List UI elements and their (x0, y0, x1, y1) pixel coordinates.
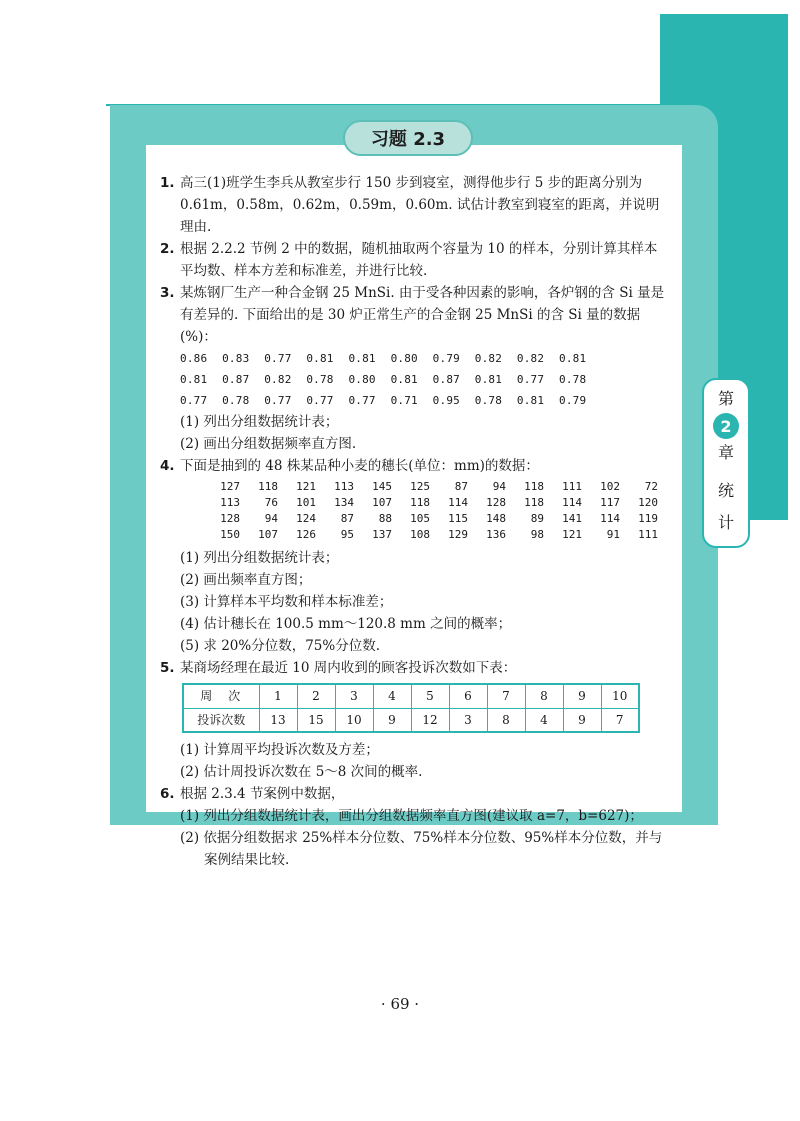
question-1 (160, 172, 670, 238)
sub-question: (5) 求 20%分位数，75%分位数. (180, 638, 381, 654)
table-row: 周 次 1 2 3 4 5 6 7 8 9 10 (183, 684, 639, 708)
si-data-row: 0.81 0.87 0.82 0.78 0.80 0.81 0.87 0.81 0.77 0.78 (180, 373, 587, 386)
wheat-data-row: 127 118 121 113 145 125 87 94 118 111 102 72 (220, 480, 658, 493)
page-number: · 69 · (380, 995, 420, 1013)
sub-question: (1) 列出分组数据统计表； (180, 414, 339, 430)
sub-question: (2) 依据分组数据求 25%样本分位数、75%样本分位数、95%样本分位数，并与 (180, 830, 663, 846)
chapter-number: 2 (713, 413, 739, 439)
table-header-cell: 周 次 (183, 684, 259, 708)
question-text: 理由. (180, 219, 212, 235)
question-text: 0.61m，0.58m，0.62m，0.59m，0.60m. 试估计教室到寝室的距离，并说明 (180, 197, 660, 213)
sub-question: (1) 计算周平均投诉次数及方差； (180, 742, 379, 758)
question-text: 某炼钢厂生产一种合金钢 25 MnSi. 由于受各种因素的影响，各炉钢的含 Si 量是 (180, 285, 665, 301)
question-4 (160, 455, 670, 477)
question-text: 平均数、样本方差和标准差，并进行比较. (180, 263, 428, 279)
question-text: 根据 2.2.2 节例 2 中的数据，随机抽取两个容量为 10 的样本，分别计算其样本 (180, 241, 658, 257)
sub-question: (4) 估计穗长在 100.5 mm～120.8 mm 之间的概率； (180, 616, 512, 632)
chapter-suffix: 章 (717, 443, 734, 462)
sub-question: (2) 估计周投诉次数在 5～8 次间的概率. (180, 764, 423, 780)
question-number: 4. (160, 458, 175, 474)
question-text: 根据 2.3.4 节案例中数据， (180, 786, 345, 802)
question-text: 有差异的. 下面给出的是 30 炉正常生产的合金钢 25 MnSi 的含 Si 量的数据(%)： (180, 307, 641, 345)
question-text: 高三(1)班学生李兵从教室步行 150 步到寝室，测得他步行 5 步的距离分别为 (180, 175, 643, 191)
wheat-data-grid (202, 479, 670, 543)
chapter-name-1: 统 (717, 481, 734, 500)
question-text: 某商场经理在最近 10 周内收到的顾客投诉次数如下表： (180, 660, 517, 676)
chapter-prefix: 第 (717, 389, 734, 408)
sub-question: (1) 列出分组数据统计表； (180, 550, 339, 566)
question-number: 6. (160, 786, 175, 802)
wheat-data-row: 150 107 126 95 137 108 129 136 98 121 91 111 (220, 528, 658, 541)
question-6 (160, 783, 670, 805)
sub-question: (3) 计算样本平均数和样本标准差； (180, 594, 393, 610)
table-row: 投诉次数 13 15 10 9 12 3 8 4 9 7 (183, 708, 639, 732)
wheat-data-row: 113 76 101 134 107 118 114 128 118 114 117 120 (220, 496, 658, 509)
question-5 (160, 657, 670, 679)
sub-question: (1) 列出分组数据统计表，画出分组数据频率直方图(建议取 a=7，b=627)； (180, 808, 643, 824)
chapter-side-tab (702, 378, 750, 548)
exercise-content (160, 172, 670, 871)
table-header-cell: 投诉次数 (183, 708, 259, 732)
question-2 (160, 238, 670, 282)
question-text: 下面是抽到的 48 株某品种小麦的穗长(单位：mm)的数据： (180, 458, 539, 474)
si-data-row: 0.77 0.78 0.77 0.77 0.77 0.71 0.95 0.78 0.81 0.79 (180, 394, 587, 407)
sub-question: 案例结果比较. (204, 852, 290, 868)
complaints-table (182, 683, 640, 733)
sub-question: (2) 画出分组数据频率直方图. (180, 436, 357, 452)
wheat-data-row: 128 94 124 87 88 105 115 148 89 141 114 119 (220, 512, 658, 525)
question-number: 1. (160, 175, 175, 191)
question-number: 3. (160, 285, 175, 301)
si-data-row: 0.86 0.83 0.77 0.81 0.81 0.80 0.79 0.82 0.82 0.81 (180, 352, 587, 365)
exercise-title (343, 120, 473, 156)
chapter-name-2: 计 (717, 513, 734, 532)
question-3 (160, 282, 670, 348)
sub-question: (2) 画出频率直方图； (180, 572, 312, 588)
question-number: 2. (160, 241, 175, 257)
question-number: 5. (160, 660, 175, 676)
exercise-title-text: 习题 2.3 (370, 129, 446, 150)
